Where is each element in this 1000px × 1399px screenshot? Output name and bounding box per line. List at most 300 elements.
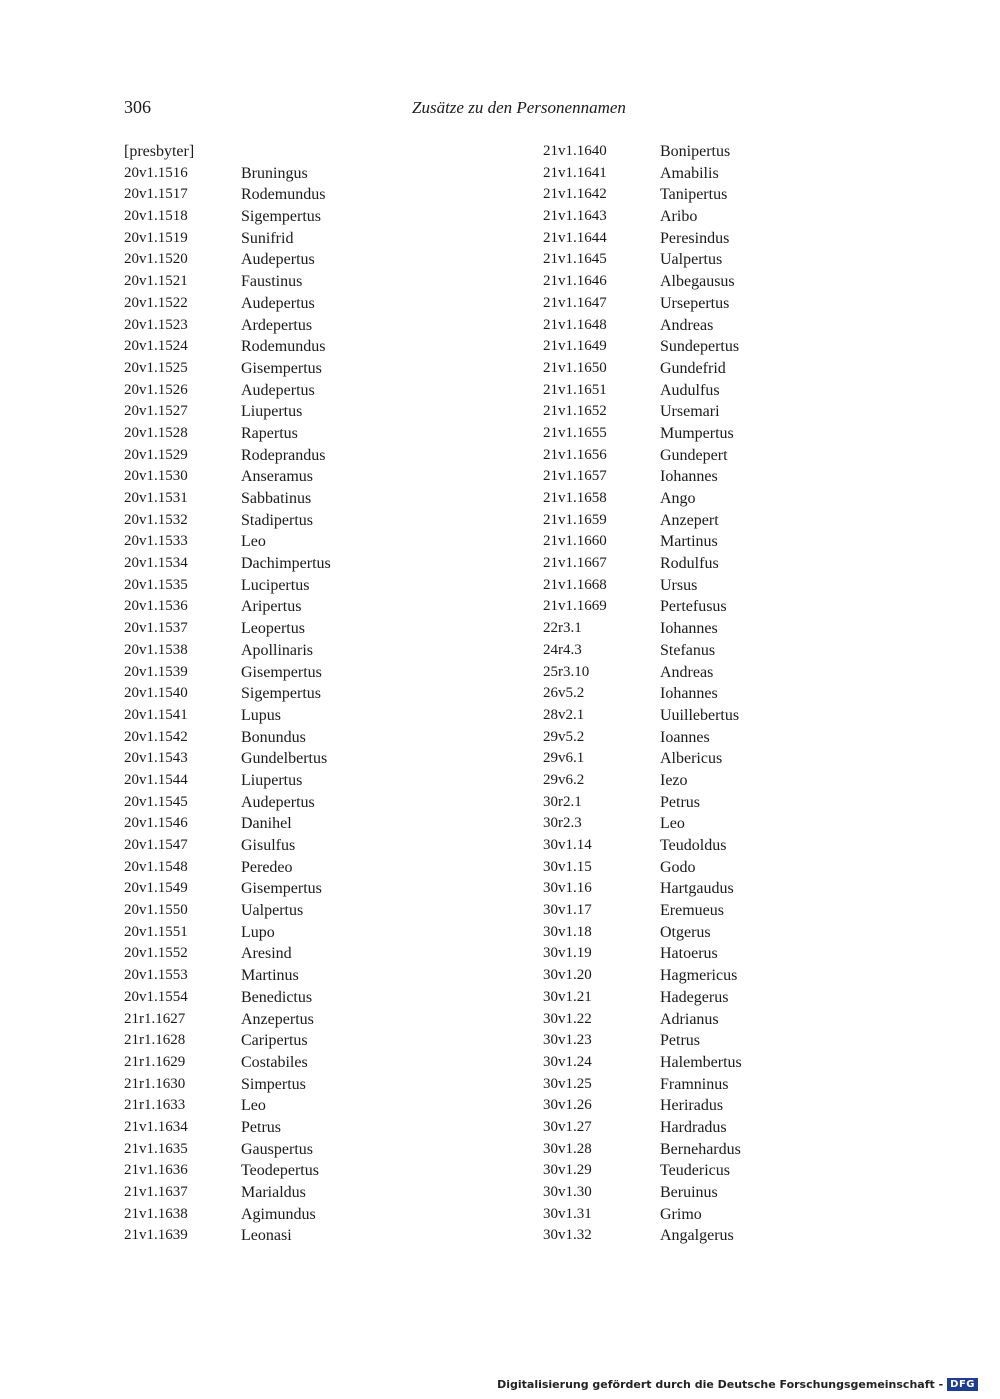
entry-name: Beruinus (660, 1184, 718, 1201)
entry-name: Dachimpertus (241, 555, 331, 573)
list-item (124, 163, 384, 185)
entry-reference: 21v1.1655 (543, 424, 607, 441)
entry-reference: 21v1.1659 (543, 511, 607, 528)
list-item (543, 1052, 803, 1074)
entry-reference: 30r2.3 (543, 815, 582, 832)
entry-name: Eremueus (660, 902, 724, 920)
entry-reference: 21v1.1656 (543, 446, 607, 463)
entry-name: Pertefusus (660, 598, 727, 616)
entry-reference: 29v6.1 (543, 750, 585, 767)
list-item (543, 510, 803, 532)
entry-reference: 20v1.1532 (124, 511, 188, 528)
entry-name: Ualpertus (660, 251, 723, 269)
list-item (124, 1160, 384, 1182)
list-item (543, 727, 803, 749)
list-item (124, 1117, 384, 1139)
list-item (124, 1052, 384, 1074)
entry-reference: 20v1.1521 (124, 273, 188, 290)
entry-name: Apollinaris (241, 641, 313, 659)
list-item (124, 206, 384, 228)
list-item (124, 575, 384, 597)
entry-name: Teudericus (660, 1162, 730, 1180)
entry-name: Anzepert (660, 511, 719, 529)
entry-name: Ursus (660, 576, 698, 594)
entry-name: Faustinus (241, 273, 303, 291)
list-item (543, 466, 803, 488)
entry-reference: 30v1.17 (543, 902, 592, 919)
list-item (124, 336, 384, 358)
entry-name: Gundelbertus (241, 750, 328, 768)
list-item (124, 943, 384, 965)
entry-name: Agimundus (241, 1205, 316, 1223)
entry-reference: 30v1.16 (543, 880, 592, 897)
entry-reference: 30v1.31 (543, 1205, 592, 1222)
entry-reference: 20v1.1519 (124, 229, 188, 246)
entry-reference: 20v1.1548 (124, 858, 188, 875)
entry-name: Ualpertus (241, 902, 304, 920)
entry-name: Ardepertus (241, 316, 313, 334)
entry-name: Peresindus (660, 229, 730, 247)
entry-reference: 20v1.1536 (124, 598, 188, 615)
list-item (543, 445, 803, 467)
list-item (543, 618, 803, 640)
entry-reference: 30v1.25 (543, 1075, 592, 1092)
list-item (543, 1074, 803, 1096)
list-item (543, 336, 803, 358)
list-item (124, 878, 384, 900)
entry-reference: 30v1.19 (543, 945, 592, 962)
entry-reference: 21v1.1669 (543, 598, 607, 615)
entry-reference: 20v1.1543 (124, 750, 188, 767)
list-item (543, 922, 803, 944)
entry-name: Ursemari (660, 403, 720, 421)
list-item (543, 857, 803, 879)
entry-reference: 30v1.24 (543, 1053, 592, 1070)
entry-reference: 30v1.26 (543, 1097, 592, 1114)
entry-reference: 20v1.1535 (124, 576, 188, 593)
list-item (124, 1225, 384, 1247)
list-item (543, 1117, 803, 1139)
page-number: 306 (124, 97, 151, 117)
entry-name: Adrianus (660, 1010, 719, 1028)
entry-name: Sigempertus (241, 685, 321, 703)
list-item (124, 640, 384, 662)
list-item (124, 553, 384, 575)
entry-name: Ango (660, 490, 696, 507)
list-item (543, 1160, 803, 1182)
entry-name: Grimo (660, 1205, 702, 1223)
entry-name: Martinus (241, 967, 299, 985)
entry-name: Lupo (241, 923, 275, 941)
entry-name: Andreas (660, 316, 714, 334)
entry-reference: 20v1.1552 (124, 945, 188, 962)
entry-reference: 21v1.1646 (543, 273, 607, 290)
footer-text: Digitalisierung gefördert durch die Deutsche Forschungsgemeinschaft - (497, 1378, 944, 1391)
entry-reference: 21v1.1634 (124, 1118, 188, 1135)
list-item (124, 531, 384, 553)
section-heading: [presbyter] (124, 143, 195, 160)
list-item (124, 271, 384, 293)
list-item (124, 748, 384, 770)
entry-name: Audepertus (241, 381, 315, 399)
entry-reference: 20v1.1529 (124, 446, 188, 463)
entry-reference: 30v1.29 (543, 1162, 592, 1179)
entry-name: Martinus (660, 533, 718, 551)
entry-name: Amabilis (660, 164, 719, 182)
entry-name: Sigempertus (241, 208, 321, 226)
list-item (543, 705, 803, 727)
entry-reference: 30r2.1 (543, 793, 582, 810)
list-item (543, 1030, 803, 1052)
entry-name: Hagmericus (660, 967, 738, 985)
entry-reference: 30v1.30 (543, 1184, 592, 1200)
list-item (124, 705, 384, 727)
entry-name: Hadegerus (660, 988, 729, 1006)
entry-name: Hatoerus (660, 945, 718, 963)
entry-name: Godo (660, 858, 696, 876)
entry-reference: 21v1.1668 (543, 576, 607, 593)
list-item (124, 835, 384, 857)
list-item (543, 1009, 803, 1031)
entry-reference: 21v1.1635 (124, 1140, 188, 1157)
list-item (124, 1009, 384, 1031)
entry-reference: 21v1.1645 (543, 251, 607, 268)
entry-name: Leo (660, 815, 685, 833)
list-item (543, 293, 803, 315)
list-item (543, 163, 803, 185)
entry-reference: 20v1.1520 (124, 251, 188, 268)
list-item (124, 445, 384, 467)
entry-reference: 20v1.1522 (124, 294, 188, 311)
entry-name: Benedictus (241, 988, 313, 1006)
entry-name: Simpertus (241, 1075, 306, 1093)
entry-name: Iohannes (660, 620, 718, 638)
entry-reference: 20v1.1533 (124, 533, 188, 550)
entry-reference: 21v1.1638 (124, 1205, 188, 1222)
entry-name: Liupertus (241, 771, 303, 789)
entry-name: Gisempertus (241, 663, 322, 681)
list-item (543, 358, 803, 380)
entry-name: Aresind (241, 945, 292, 963)
entry-reference: 20v1.1534 (124, 555, 188, 572)
list-item (124, 1182, 384, 1204)
entry-reference: 21v1.1651 (543, 381, 607, 398)
list-item (124, 380, 384, 402)
entry-reference: 30v1.23 (543, 1032, 592, 1049)
entry-reference: 20v1.1554 (124, 988, 188, 1005)
list-item (543, 423, 803, 445)
entry-name: Halembertus (660, 1053, 742, 1071)
entry-reference: 20v1.1531 (124, 490, 188, 506)
entry-reference: 21v1.1636 (124, 1162, 188, 1179)
entry-reference: 30v1.32 (543, 1227, 592, 1244)
entry-reference: 30v1.21 (543, 988, 592, 1005)
list-item (543, 662, 803, 684)
list-item (124, 401, 384, 423)
entry-name: Bernehardus (660, 1140, 741, 1158)
list-item (124, 228, 384, 250)
entry-name: Otgerus (660, 923, 711, 941)
entry-reference: 21v1.1650 (543, 359, 607, 376)
list-item (124, 249, 384, 271)
entry-name: Sunifrid (241, 229, 294, 247)
entry-name: Framninus (660, 1075, 729, 1093)
entry-reference: 21r1.1627 (124, 1010, 186, 1027)
entry-reference: 20v1.1542 (124, 728, 188, 745)
entry-name: Audulfus (660, 381, 720, 399)
entry-reference: 25r3.10 (543, 663, 590, 680)
list-item (543, 249, 803, 271)
running-title: Zusätze zu den Personennamen (412, 98, 626, 117)
list-item (543, 900, 803, 922)
list-item (543, 1204, 803, 1226)
entry-name: Gisempertus (241, 359, 322, 377)
list-item (543, 792, 803, 814)
entry-name: Gauspertus (241, 1140, 313, 1158)
entry-name: Gisulfus (241, 837, 296, 854)
entry-reference: 20v1.1551 (124, 923, 188, 940)
entry-name: Lucipertus (241, 576, 310, 594)
list-item (543, 878, 803, 900)
list-item (124, 184, 384, 206)
entry-name: Bonundus (241, 728, 306, 746)
entry-reference: 30v1.18 (543, 923, 592, 940)
entry-name: Teodepertus (241, 1162, 319, 1180)
entry-reference: 20v1.1540 (124, 685, 188, 702)
entry-reference: 20v1.1544 (124, 771, 188, 788)
entry-name: Iezo (660, 771, 688, 789)
left-column (124, 141, 384, 1247)
list-item (543, 531, 803, 553)
list-item (543, 228, 803, 250)
entry-reference: 21v1.1657 (543, 468, 607, 485)
entry-name: Danihel (241, 815, 292, 833)
entry-reference: 20v1.1553 (124, 967, 188, 984)
entry-name: Petrus (660, 793, 700, 811)
entry-reference: 21v1.1652 (543, 403, 607, 420)
list-item (124, 1139, 384, 1161)
entry-name: Tanipertus (660, 186, 728, 204)
entry-name: Peredeo (241, 858, 293, 876)
entry-name: Stadipertus (241, 511, 313, 529)
entry-reference: 20v1.1539 (124, 663, 188, 680)
entry-reference: 24r4.3 (543, 641, 582, 658)
list-item (543, 683, 803, 705)
entry-reference: 21v1.1639 (124, 1227, 188, 1244)
list-item (543, 943, 803, 965)
list-item (543, 987, 803, 1009)
entry-name: Rodulfus (660, 555, 719, 573)
entry-reference: 21v1.1640 (543, 143, 607, 159)
entry-name: Audepertus (241, 251, 315, 269)
right-column (543, 141, 803, 1247)
list-item (543, 813, 803, 835)
entry-reference: 20v1.1518 (124, 208, 188, 225)
entry-reference: 20v1.1530 (124, 468, 188, 485)
list-item (543, 380, 803, 402)
list-item (124, 618, 384, 640)
left-entry-list (124, 163, 384, 1247)
list-item (543, 184, 803, 206)
entry-name: Leonasi (241, 1227, 292, 1245)
entry-reference: 21r1.1633 (124, 1097, 186, 1114)
entry-reference: 20v1.1517 (124, 186, 188, 203)
entry-name: Liupertus (241, 403, 303, 421)
list-item (124, 792, 384, 814)
list-item (124, 770, 384, 792)
entry-reference: 21v1.1649 (543, 338, 607, 355)
list-item (543, 835, 803, 857)
list-item (543, 1095, 803, 1117)
list-item (124, 683, 384, 705)
entry-reference: 29v6.2 (543, 771, 585, 788)
entry-name: Leopertus (241, 620, 305, 638)
list-item (543, 770, 803, 792)
entry-reference: 20v1.1526 (124, 381, 188, 398)
list-item (124, 813, 384, 835)
entry-reference: 30v1.20 (543, 967, 592, 984)
footer-credit (497, 1378, 978, 1391)
entry-name: Sundepertus (660, 338, 740, 356)
entry-name: Petrus (660, 1032, 700, 1050)
list-item (124, 922, 384, 944)
list-item (124, 1204, 384, 1226)
entry-name: Iohannes (660, 468, 718, 486)
entry-name: Aribo (660, 208, 698, 226)
entry-reference: 20v1.1524 (124, 338, 188, 355)
entry-name: Rodemundus (241, 186, 326, 204)
entry-name: Hardradus (660, 1118, 727, 1136)
entry-reference: 30v1.14 (543, 837, 592, 853)
entry-reference: 30v1.27 (543, 1118, 592, 1135)
list-item (543, 553, 803, 575)
list-item (124, 1030, 384, 1052)
entry-reference: 21r1.1628 (124, 1032, 186, 1049)
entry-name: Leo (241, 1097, 266, 1115)
entry-reference: 21v1.1642 (543, 186, 607, 203)
list-item (124, 727, 384, 749)
entry-reference: 20v1.1538 (124, 641, 188, 658)
list-item (124, 900, 384, 922)
list-item (543, 640, 803, 662)
entry-name: Audepertus (241, 294, 315, 312)
list-item (124, 315, 384, 337)
entry-name: Rodeprandus (241, 446, 326, 464)
entry-name: Bruningus (241, 164, 308, 182)
entry-reference: 20v1.1547 (124, 837, 188, 853)
entry-reference: 30v1.22 (543, 1010, 592, 1027)
right-entry-list (543, 141, 803, 1247)
entry-name: Ursepertus (660, 294, 730, 312)
entry-name: Gisempertus (241, 880, 322, 898)
entry-reference: 29v5.2 (543, 728, 585, 745)
entry-reference: 20v1.1545 (124, 793, 188, 810)
list-item (543, 748, 803, 770)
entry-reference: 21v1.1660 (543, 533, 607, 550)
entry-name: Iohannes (660, 685, 718, 703)
list-item (124, 662, 384, 684)
entry-name: Leo (241, 533, 266, 551)
list-item (543, 1182, 803, 1204)
entry-reference: 21r1.1630 (124, 1075, 186, 1092)
entry-name: Anseramus (241, 468, 313, 486)
list-item (124, 358, 384, 380)
entry-name: Rapertus (241, 424, 298, 442)
entry-reference: 20v1.1546 (124, 815, 188, 832)
entry-name: Bonipertus (660, 143, 731, 160)
entry-reference: 21v1.1647 (543, 294, 607, 311)
list-item (543, 315, 803, 337)
entry-name: Aripertus (241, 598, 302, 616)
list-item (124, 488, 384, 510)
entry-reference: 20v1.1516 (124, 164, 188, 181)
entry-reference: 21r1.1629 (124, 1053, 186, 1070)
list-item (124, 596, 384, 618)
entry-reference: 21v1.1643 (543, 208, 607, 225)
entry-name: Andreas (660, 663, 714, 681)
entry-reference: 20v1.1549 (124, 880, 188, 897)
list-item (543, 488, 803, 510)
entry-name: Lupus (241, 706, 281, 724)
list-item (543, 965, 803, 987)
list-item (124, 987, 384, 1009)
entry-name: Albegausus (660, 273, 735, 291)
entry-name: Teudoldus (660, 837, 727, 854)
list-item (543, 1225, 803, 1247)
entry-name: Audepertus (241, 793, 315, 811)
list-item (543, 141, 803, 163)
entry-reference: 20v1.1537 (124, 620, 188, 637)
list-item (124, 965, 384, 987)
entry-reference: 20v1.1525 (124, 359, 188, 376)
list-item (124, 857, 384, 879)
entry-reference: 21v1.1667 (543, 555, 607, 572)
list-item (543, 1139, 803, 1161)
entry-reference: 20v1.1523 (124, 316, 188, 333)
entry-name: Uuillebertus (660, 706, 740, 724)
list-item (543, 271, 803, 293)
list-item (543, 596, 803, 618)
entry-name: Gundepert (660, 446, 728, 464)
entry-reference: 28v2.1 (543, 706, 585, 723)
entry-reference: 20v1.1528 (124, 424, 188, 441)
list-item (124, 1074, 384, 1096)
entry-name: Stefanus (660, 641, 716, 659)
list-item (124, 466, 384, 488)
entry-name: Anzepertus (241, 1010, 314, 1028)
entry-name: Costabiles (241, 1053, 308, 1071)
list-item (124, 293, 384, 315)
entry-reference: 30v1.28 (543, 1140, 592, 1157)
list-item (543, 206, 803, 228)
entry-name: Marialdus (241, 1184, 306, 1201)
entry-reference: 22r3.1 (543, 620, 582, 637)
entry-reference: 20v1.1541 (124, 706, 188, 723)
entry-name: Angalgerus (660, 1227, 734, 1245)
list-item (543, 575, 803, 597)
entry-name: Sabbatinus (241, 490, 312, 507)
entry-reference: 21v1.1637 (124, 1184, 188, 1200)
entry-reference: 21v1.1641 (543, 164, 607, 181)
entry-name: Gundefrid (660, 359, 726, 377)
entry-reference: 21v1.1658 (543, 490, 607, 506)
list-item (124, 423, 384, 445)
entry-reference: 30v1.15 (543, 858, 592, 875)
list-item (543, 401, 803, 423)
entry-reference: 21v1.1644 (543, 229, 607, 246)
entry-name: Mumpertus (660, 424, 734, 442)
entry-name: Rodemundus (241, 338, 326, 356)
